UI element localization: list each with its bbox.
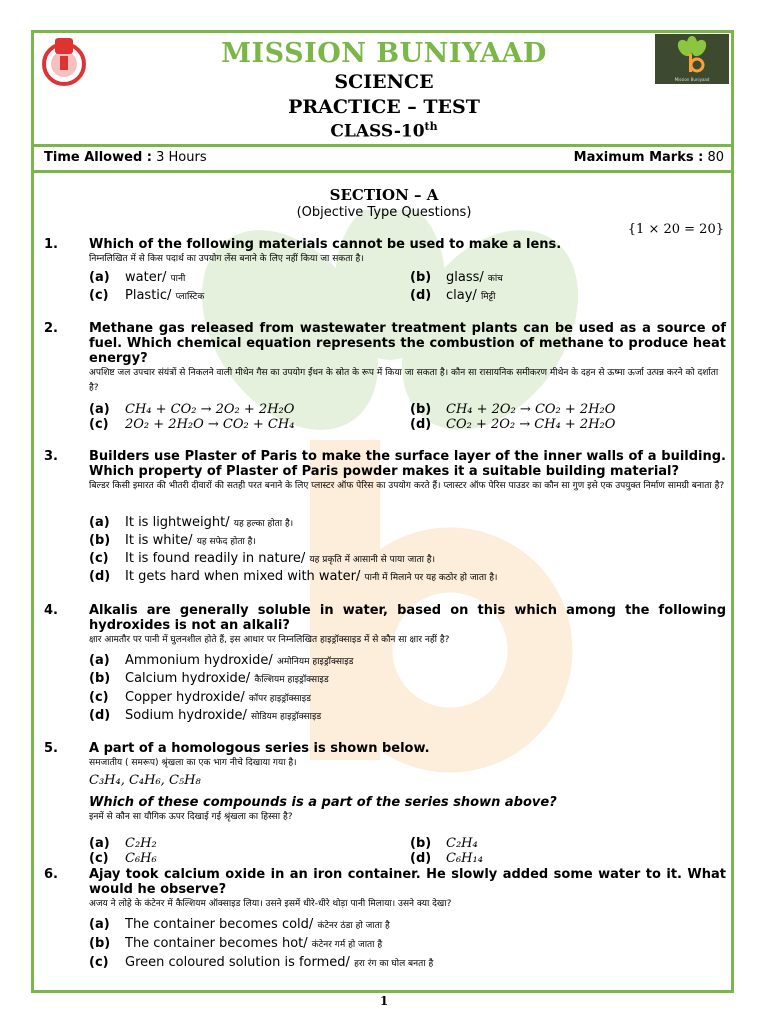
option-5a: (a) C₂H₂ xyxy=(89,836,157,851)
section-marks: {1 × 20 = 20} xyxy=(627,222,724,237)
homologous-series: C₃H₄, C₄H₆, C₅H₈ xyxy=(89,773,201,788)
question-1: 1. Which of the following materials cannot be used to make a lens. निम्नलिखित में से किस पदार्थ का उपयोग लेंस बनाने के लिए नहीं किया जा सकता है। xyxy=(44,237,562,264)
option-6a: (a) The container becomes cold/ कंटेनर ठंडा हो जाता है xyxy=(89,917,390,932)
option-3b: (b) It is white/ यह सफेद होता है। xyxy=(89,533,256,548)
section-title: SECTION – A xyxy=(329,186,439,204)
question-6: 6. Ajay took calcium oxide in an iron container. He slowly added some water to it. What would he observe? अजय ने लोहे के कंटेनर में कैल्शियम ऑक्साइड लिया। उसने इसमें धीरे-धीरे थोड़ा पानी मिलाया। उसने क्या देखा? xyxy=(44,867,726,909)
question-5: 5. A part of a homologous series is shown below. समजातीय ( समरूप) श्रृंखला का एक भाग नीचे दिखाया गया है। C₃H₄, C₄H₆, C₅H₈ Which of these compounds is a part of the series shown above? इनमें से कौन सा यौगिक ऊपर दिखाई गई श्रृंखला का हिस्सा है? xyxy=(44,741,726,825)
option-4b: (b) Calcium hydroxide/ कैल्शियम हाइड्रॉक्साइड xyxy=(89,671,329,686)
option-3c: (c) It is found readily in nature/ यह प्रकृति में आसानी से पाया जाता है। xyxy=(89,551,435,566)
info-bar: Time Allowed : 3 Hours Maximum Marks : 80 xyxy=(44,150,724,165)
option-2b: (b) CH₄ + 2O₂ → CO₂ + 2H₂O xyxy=(410,402,616,417)
subject-title: SCIENCE xyxy=(334,71,434,93)
option-2d: (d) CO₂ + 2O₂ → CH₄ + 2H₂O xyxy=(410,417,616,432)
option-4a: (a) Ammonium hydroxide/ अमोनियम हाइड्रॉक्साइड xyxy=(89,653,354,668)
option-2a: (a) CH₄ + CO₂ → 2O₂ + 2H₂O xyxy=(89,402,295,417)
section-subtitle: (Objective Type Questions) xyxy=(296,205,472,220)
option-6b: (b) The container becomes hot/ कंटेनर गर्म हो जाता है xyxy=(89,936,383,951)
option-5d: (d) C₆H₁₄ xyxy=(410,851,483,866)
option-4d: (d) Sodium hydroxide/ सोडियम हाइड्रॉक्साइड xyxy=(89,708,322,723)
question-4: 4. Alkalis are generally soluble in water, based on this which among the following hydroxides is not an alkali? क्षार आमतौर पर पानी में घुलनशील होते हैं, इस आधार पर निम्नलिखित हाइड्रॉक्साइड में से कौन सा क्षार नहीं है? xyxy=(44,603,726,645)
page-title: MISSION BUNIYAAD xyxy=(221,38,547,69)
option-1c: (c) Plastic/ प्लास्टिक xyxy=(89,288,205,303)
question-3: 3. Builders use Plaster of Paris to make the surface layer of the inner walls of a building. Which property of Plaster of Paris powder makes it a suitable building material? बिल्डर किसी इमारत की भीतरी दीवारों की सतही परत बनाने के लिए प्लास्टर ऑफ पेरिस का उपयोग करते हैं। प्लास्टर ऑफ पेरिस पाउडर का कौन सा गुण इसे एक उपयुक्त निर्माण सामग्री बनाता है? xyxy=(44,449,726,491)
info-divider xyxy=(31,170,734,173)
option-1d: (d) clay/ मिट्टी xyxy=(410,288,496,303)
header-divider xyxy=(31,144,734,147)
logo-caption: Mission Buniyaad xyxy=(674,77,710,82)
option-3a: (a) It is lightweight/ यह हल्का होता है। xyxy=(89,515,294,530)
option-5c: (c) C₆H₆ xyxy=(89,851,157,866)
class-title: CLASS-10th xyxy=(330,120,438,142)
option-4c: (c) Copper hydroxide/ कॉपर हाइड्रॉक्साइड xyxy=(89,690,311,705)
option-2c: (c) 2O₂ + 2H₂O → CO₂ + CH₄ xyxy=(89,417,295,432)
option-1a: (a) water/ पानी xyxy=(89,270,186,285)
question-5-sub: Which of these compounds is a part of the series shown above? xyxy=(89,795,557,810)
test-title: PRACTICE – TEST xyxy=(288,96,480,118)
question-2: 2. Methane gas released from wastewater treatment plants can be used as a source of fuel. Which chemical equation represents the combustion of methane to produce heat energy? अपशिष्ट जल उपचार संयंत्रों से निकलने वाली मीथेन गैस का उपयोग ईंधन के स्रोत के रूप में किया जा सकता है। कौन सा रासायनिक समीकरण मीथेन के दहन से ऊष्मा ऊर्जा उत्पन्न करने को दर्शाता है? xyxy=(44,321,726,393)
option-1b: (b) glass/ कांच xyxy=(410,270,503,285)
option-3d: (d) It gets hard when mixed with water/ पानी में मिलाने पर यह कठोर हो जाता है। xyxy=(89,569,498,584)
page-number: 1 xyxy=(379,994,389,1008)
option-5b: (b) C₂H₄ xyxy=(410,836,478,851)
option-6c: (c) Green coloured solution is formed/ हरा रंग का घोल बनता है xyxy=(89,955,434,970)
